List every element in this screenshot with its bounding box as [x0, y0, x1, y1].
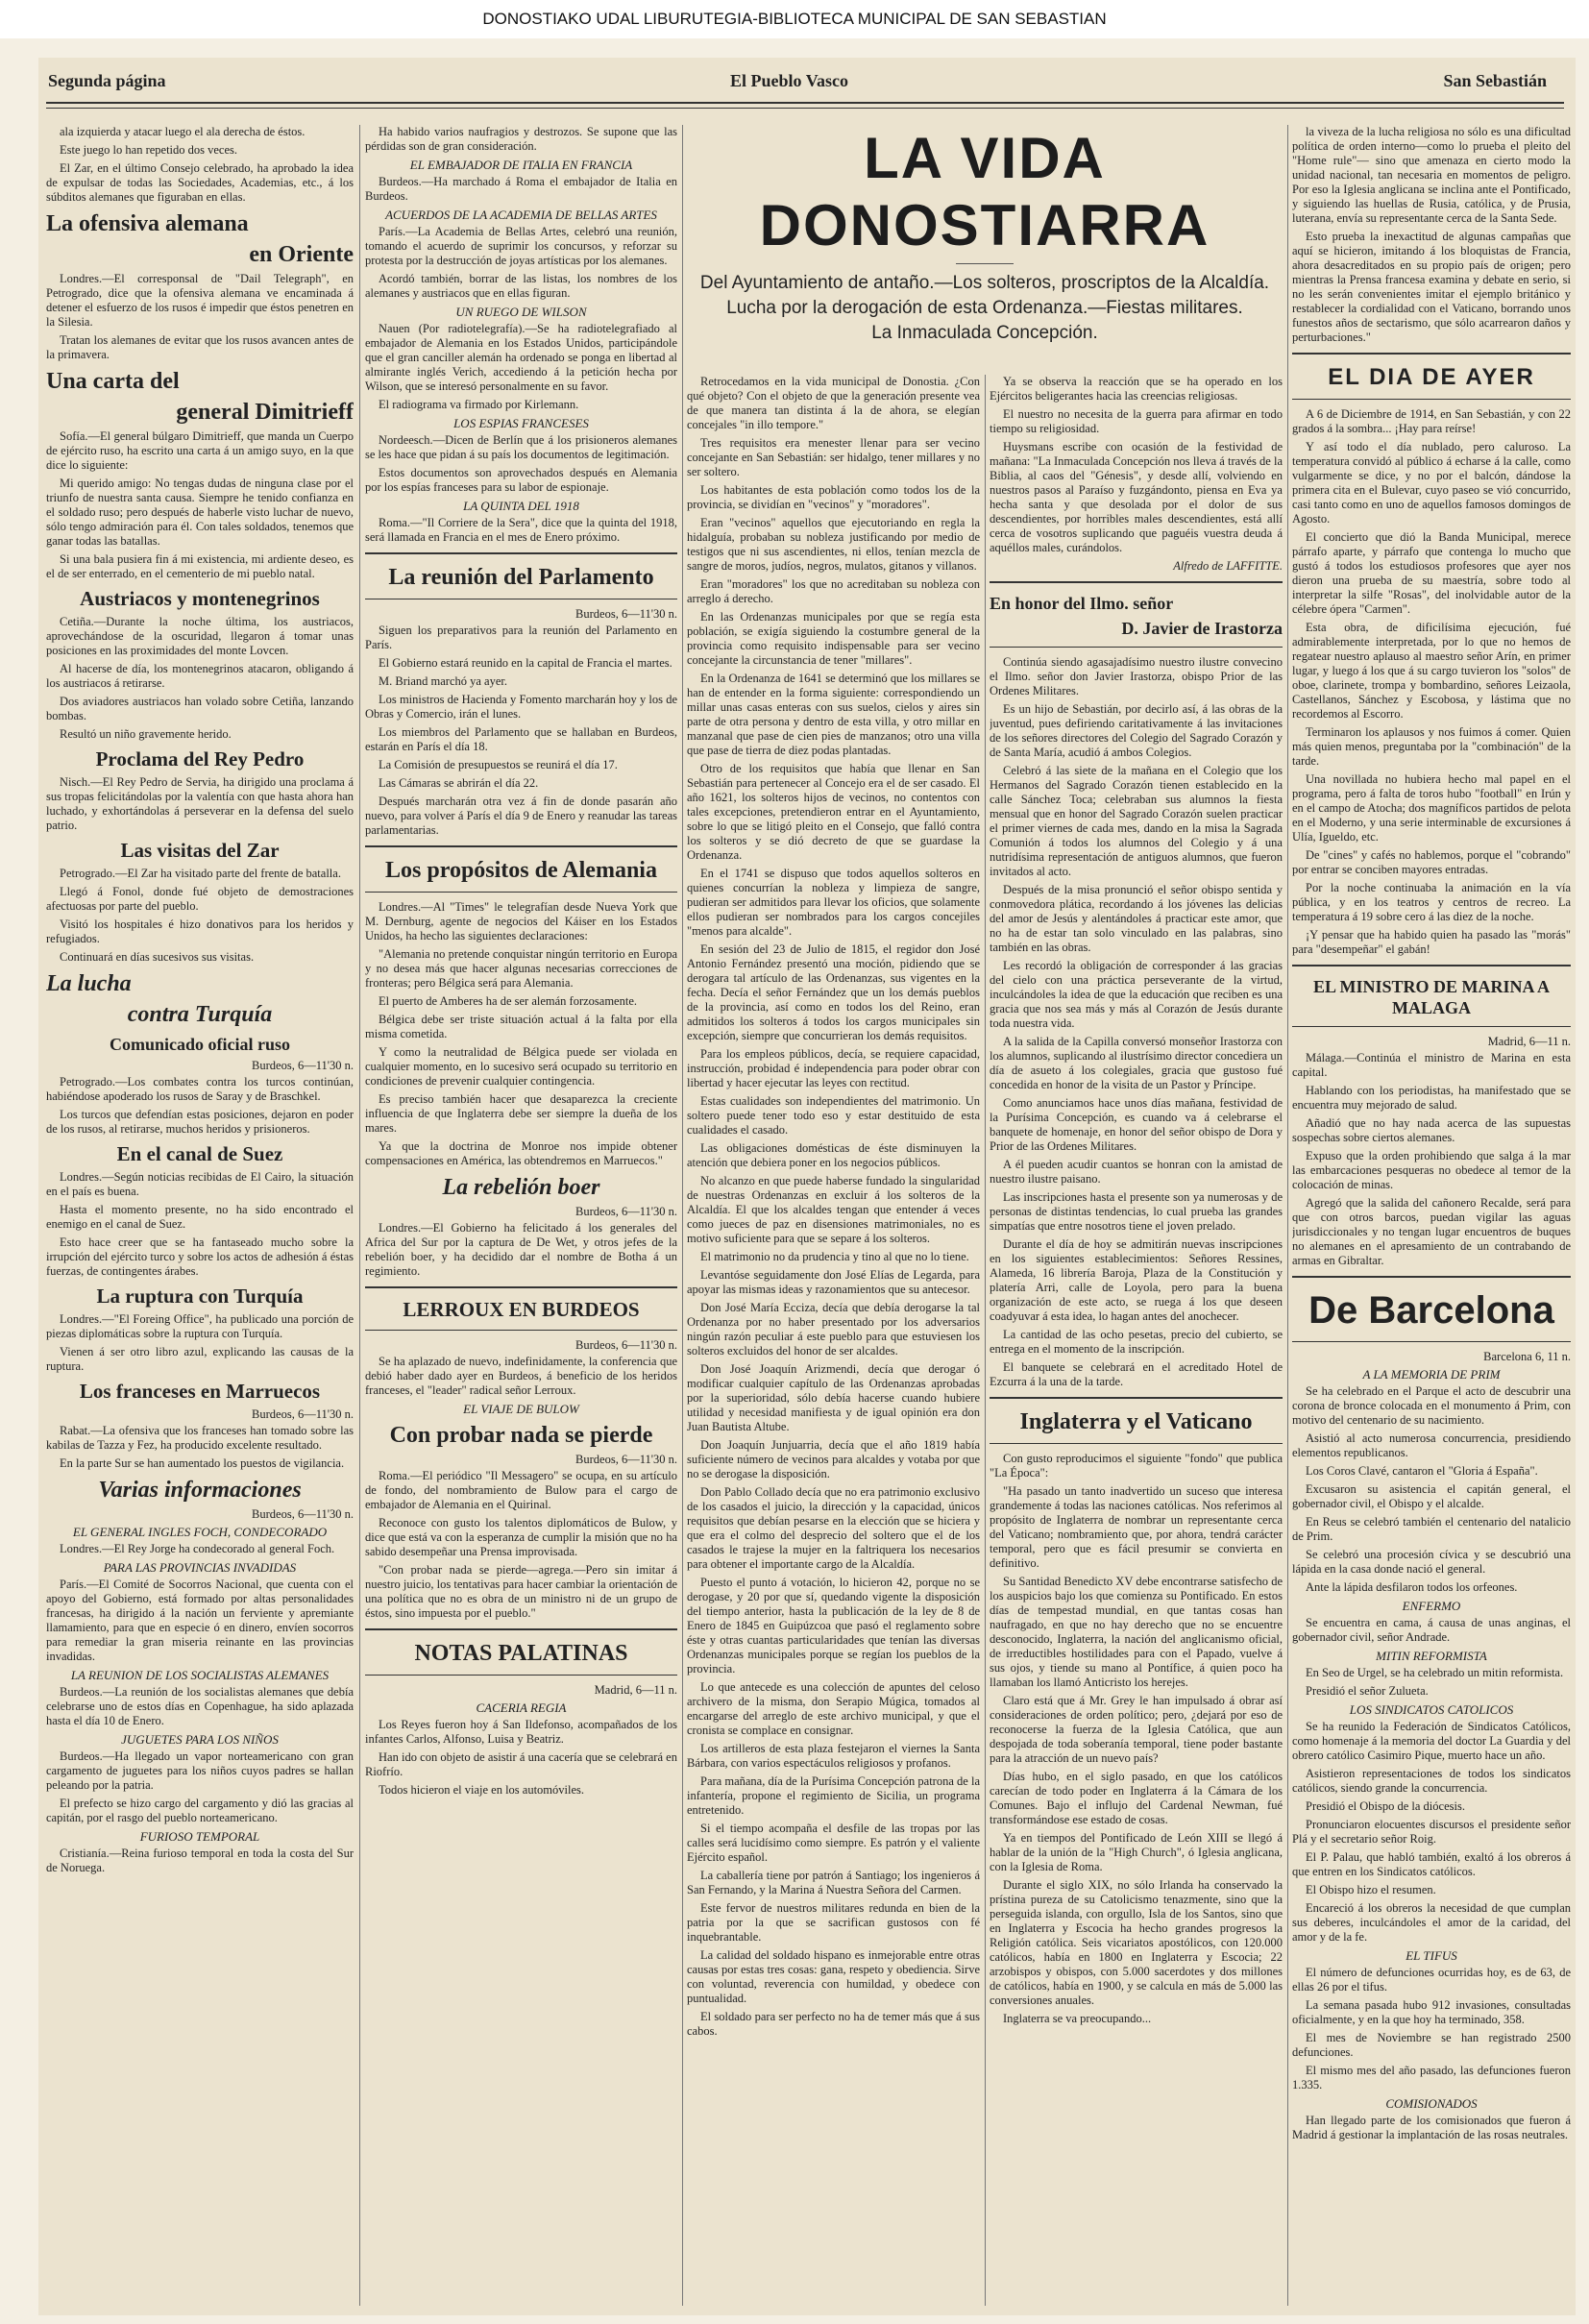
paragraph: Esto prueba la inexactitud de algunas campañas que aquí se hicieron, imitando á los bloquistas de Francia, ahora desacreditados en su propio país de origen; pero mientras la Prensa francesa examina y debate en serio, si no les serán convenientes imitar el ejemplo británico y restablecer la cordialidad con el Vaticano, borrando unos funestos años de sectarismo, que sólo acarrearon daños y perturbaciones." — [1292, 230, 1571, 344]
column-5 — [1292, 125, 1571, 2306]
paragraph: Presidió el señor Zulueta. — [1306, 1684, 1429, 1698]
subheading: ACUERDOS DE LA ACADEMIA DE BELLAS ARTES — [385, 208, 657, 222]
paragraph: Es un hijo de Sebastián, por decirlo así, á las obras de la juventud, pues defiriendo caritativamente á las invitaciones de los señores directores del Colegio del Sagrado Corazón y de Santa María, acudió á ambos Colegios. — [990, 702, 1283, 759]
paragraph: ala izquierda y atacar luego el ala derecha de éstos. — [60, 125, 306, 138]
headline: Austriacos y montenegrinos — [80, 587, 320, 610]
headline: Los propósitos de Alemania — [385, 858, 657, 883]
paragraph: Todos hicieron el viaje en los automóviles. — [379, 1783, 585, 1797]
feature-subtitle: La Inmaculada Concepción. — [871, 323, 1098, 343]
subheading: LA QUINTA DEL 1918 — [463, 499, 579, 513]
paragraph: "Con probar nada se pierde—agrega.—Pero sin imitar á nuestro juicio, los tentativas para hacer cambiar la orientación de una política que no es obra de un ministro ni de un grupo de éstos, sino impuesta por el pueblo." — [365, 1563, 677, 1620]
paragraph: "Alemania no pretende conquistar ningún territorio en Europa y no desea más que hacer algunas necesarias correcciones de fronteras; pero Bélgica será para Alemania. — [365, 947, 677, 990]
city-label: San Sebastián — [1443, 71, 1547, 90]
subheading: LOS SINDICATOS CATOLICOS — [1349, 1702, 1514, 1717]
dateline: Burdeos, 6—11'30 n. — [252, 1407, 354, 1421]
paragraph: En el 1741 se dispuso que todos aquellos solteros en quienes concurrían la nobleza y limpieza de sangre, pudieran ser admitidos para llevar los oficios, que solamente ellos pudieran ser nombrados para los cargos concejiles "menos para alcalde". — [687, 867, 980, 938]
headline: Con probar nada se pierde — [389, 1423, 653, 1448]
paragraph: Les recordó la obligación de corresponder á las gracias del cielo con una práctica perseverante de la virtud, inculcándoles la idea de que la educación que reciben es una gracia que nos sea más y más al Corazón de Jesús durante toda nuestra vida. — [990, 959, 1283, 1030]
paragraph: El soldado para ser perfecto no ha de temer más que á sus cabos. — [687, 2010, 980, 2038]
paragraph: El Zar, en el último Consejo celebrado, ha aprobado la idea de expulsar de todas las Sociedades, Academias, etc., á los súbditos alemanes que figuraban en ellas. — [46, 161, 354, 204]
feature-subtitle: Lucha por la derogación de esta Ordenanza.—Fiestas militares. — [726, 298, 1243, 318]
headline: EL DIA DE AYER — [1328, 364, 1535, 390]
paragraph: Las obligaciones domésticas de éste disminuyen la atención que debiera poner en los negocios públicos. — [687, 1141, 980, 1169]
paragraph: De "cines" y cafés no hablemos, porque el "cobrando" por entrar se conciben mayores entradas. — [1292, 848, 1571, 876]
paragraph: El nuestro no necesita de la guerra para afirmar en todo tiempo su religiosidad. — [990, 407, 1283, 435]
paragraph: Londres.—El corresponsal de "Dail Telegraph", en Petrogrado, dice que la ofensiva alemana ve encaminada á detener el esfuerzo de los rusos é impedir que éstos penetren en la Silesia. — [46, 272, 354, 329]
column-divider — [359, 125, 360, 2306]
paragraph: El puerto de Amberes ha de ser alemán forzosamente. — [379, 994, 637, 1008]
headline: La rebelión boer — [442, 1175, 600, 1200]
subheading: JUGUETES PARA LOS NIÑOS — [121, 1732, 279, 1747]
paragraph: Se encuentra en cama, á causa de unas anginas, el gobernador civil, señor Andrade. — [1292, 1616, 1571, 1644]
paragraph: Presidió el Obispo de la diócesis. — [1306, 1799, 1465, 1813]
paragraph: Burdeos.—Ha marchado á Roma el embajador de Italia en Burdeos. — [365, 175, 677, 203]
paragraph: Estas cualidades son independientes del matrimonio. Un soltero puede tener todo eso y estar destituido de esta cualidades el casado. — [687, 1094, 980, 1137]
paragraph: Después marcharán otra vez á fin de donde pasarán año nuevo, para volver á París el día 9 de Enero y reanudar las tareas parlamentarias. — [365, 795, 677, 837]
paragraph: Londres.—Según noticias recibidas de El Cairo, la situación en el país es buena. — [46, 1170, 354, 1198]
headline: Proclama del Rey Pedro — [95, 747, 305, 771]
paragraph: Acordó también, borrar de las listas, los nombres de los alemanes y austriacos que en ellas figuran. — [365, 272, 677, 300]
column-2 — [365, 125, 677, 2306]
byline: Alfredo de LAFFITTE. — [1173, 559, 1283, 573]
paragraph: Los ministros de Hacienda y Fomento marcharán hoy y los de Obras y Comercio, irán el lunes. — [365, 693, 677, 721]
paragraph: París.—La Academia de Bellas Artes, celebró una reunión, tomando el acuerdo de suprimir los concursos, y reforzar su protesta por la destrucción de joyas artísticas por los alemanes. — [365, 225, 677, 267]
paragraph: Y como la neutralidad de Bélgica puede ser violada en cualquier momento, en lo sucesivo será ocupado su territorio en condiciones de prevenir cualquier contingencia. — [365, 1045, 677, 1088]
paragraph: Tratan los alemanes de evitar que los rusos avancen antes de la primavera. — [46, 333, 354, 361]
dateline: Burdeos, 6—11'30 n. — [575, 607, 677, 621]
paragraph: Londres.—El Rey Jorge ha condecorado al general Foch. — [60, 1542, 335, 1555]
paragraph: Si una bala pusiera fin á mi existencia, mi ardiente deseo, es el de ser enterrado, en el cementerio de mi pueblo natal. — [46, 552, 354, 580]
paragraph: Pronunciaron elocuentes discursos el presidente señor Plá y el secretario señor Roig. — [1292, 1818, 1571, 1846]
paragraph: Don Pablo Collado decía que no era patrimonio exclusivo de los casados el juicio, la dirección y la capacidad, únicos requisitos que debían pesarse en la elección que se hiciera y que era el colmo del desprecio del soltero que el de los casados le trajese la mujer en la faltriquera los necesarios para obtener el importante cargo de la Alcaldía. — [687, 1485, 980, 1571]
paragraph: Eran "vecinos" aquellos que ejecutoriando en regla la hidalguía, probaban su nobleza justificando por medio de testigos que ni sus ascendientes, ni ellos, tenían mezcla de sangre de moros, judíos, negros, mulatos, gitanos y villanos. — [687, 516, 980, 573]
subheading: FURIOSO TEMPORAL — [139, 1829, 260, 1844]
page-label: Segunda página — [48, 71, 166, 90]
paragraph: Mi querido amigo: No tengas dudas de ninguna clase por el triunfo de nuestra santa causa. Siempre he tenido confianza en el soldado ruso; pero después de haberle visto luchar de nuevo, sólo tengo admiración para él. Con tales soldados, tenemos que ganar todas las batallas. — [46, 477, 354, 548]
paragraph: Como anunciamos hace unos días mañana, festividad de la Purísima Concepción, es cuando va á celebrarse el banquete de homenaje, en honor del señor obispo de Dora y Prior de las Ordenes Militares. — [990, 1096, 1283, 1153]
headline: general Dimitrieff — [176, 400, 354, 425]
paragraph: Los Coros Clavé, cantaron el "Gloria á España". — [1306, 1464, 1538, 1478]
headline: Inglaterra y el Vaticano — [1019, 1409, 1253, 1434]
paragraph: París.—El Comité de Socorros Nacional, que cuenta con el apoyo del Gobierno, está formado por altas personalidades francesas, ha dirigido á la nación un ferviente y apremiante llamamiento, para que en especie ó en dinero, envíen socorros para remediar la gran miseria reinante en las provincias invadidas. — [46, 1578, 354, 1663]
column-divider — [682, 125, 683, 2306]
ornament-rule — [956, 263, 1014, 264]
paragraph: Don José Joaquín Arizmendi, decía que derogar ó modificar cualquier capítulo de las Ordenanzas aprobadas por la superioridad, sólo debía hacerse cuando hubiere utilidad y necesidad manifiesta y de igual opinión era don Juan Bautista Altube. — [687, 1362, 980, 1433]
headline: LERROUX EN BURDEOS — [403, 1298, 640, 1321]
headline: EL MINISTRO DE MARINA A MALAGA — [1312, 977, 1551, 1017]
paragraph: Celebró á las siete de la mañana en el Colegio que los Hermanos del Sagrado Corazón tienen establecido en la calle Sánchez Toca; celebraban sus alumnos la fiesta mensual que en honor del Sagrado Corazón suelen practicar el primer viernes de cada mes, dando en la misa la Sagrada Comunión á todos los alumnos del Colegio y á una nutridísima representación de antiguos alumnos, que fueron invitados al acto. — [990, 764, 1283, 878]
paragraph: El Obispo hizo el resumen. — [1306, 1883, 1436, 1896]
paragraph: En sesión del 23 de Julio de 1815, el regidor don José Antonio Fernández presentó una moción, pidiendo que se derogara tal artículo de las Ordenanzas, sus vigentes en la fecha. Decía el señor Fernández que un los demás pueblos de la provincia, así como en todos los del Reino, eran admitidos los solteros á todos los cargos municipales sin excepción, siempre que concurrieran los demás requisitos. — [687, 942, 980, 1042]
paragraph: Don José María Ecciza, decía que debía derogarse la tal Ordenanza por no haber presentado por los adversarios ningún razón peculiar á este pueblo para que estuviesen los solteros excluidos del honor de ser alcaldes. — [687, 1301, 980, 1358]
dateline: Burdeos, 6—11'30 n. — [252, 1507, 354, 1521]
paragraph: La semana pasada hubo 912 invasiones, consultadas oficialmente, y en la que hoy ha terminado, 358. — [1292, 1998, 1571, 2026]
paragraph: Dos aviadores austriacos han volado sobre Cetiña, lanzando bombas. — [46, 695, 354, 722]
paragraph: Excusaron su asistencia el capitán general, el gobernador civil, el Obispo y el alcalde. — [1292, 1482, 1571, 1510]
headline: En honor del Ilmo. señor — [990, 594, 1174, 613]
dateline: Burdeos, 6—11'30 n. — [575, 1453, 677, 1466]
paragraph: Los miembros del Parlamento que se hallaban en Burdeos, estarán en París el día 18. — [365, 725, 677, 753]
headline: Una carta del — [46, 369, 180, 394]
paragraph: Esto hace creer que se ha fantaseado mucho sobre la irrupción del ejército turco y sobre los actos de adhesión á éstas fuerzas, de contingentes árabes. — [46, 1235, 354, 1278]
paragraph: El concierto que dió la Banda Municipal, merece párrafo aparte, y párrafo que contenga lo mucho que gustó á todos los estudiosos profesores que ayer nos dieron una prueba de su maestría, sobre todo al interpretar la silfe "Rosas", del inolvidable autor de la célebre ópera "Carmen". — [1292, 530, 1571, 616]
paragraph: Por la noche continuaba la animación en la vía pública, y en los teatros y centros de recreo. La temperatura á 19 sobre cero á las diez de la noche. — [1292, 881, 1571, 923]
dateline: Madrid, 6—11 n. — [1487, 1035, 1571, 1048]
paragraph: Al hacerse de día, los montenegrinos atacaron, obligando á los austriacos á retirarse. — [46, 662, 354, 690]
paragraph: El mismo mes del año pasado, las defunciones fueron 1.335. — [1292, 2064, 1571, 2092]
paragraph: Los habitantes de esta población como todos los de la provincia, se dividían en "vecinos" y "moradores". — [687, 483, 980, 511]
headline: Las visitas del Zar — [120, 839, 280, 862]
paragraph: Se ha reunido la Federación de Sindicatos Católicos, como homenaje á la memoria del doctor La Guardia y del obrero católico Casimiro Pique, muerto hace un año. — [1292, 1720, 1571, 1762]
paragraph: Nisch.—El Rey Pedro de Servia, ha dirigido una proclama á sus tropas felicitándolas por la valentía con que hasta ahora han luchado, y exhortándolas á perseverar en la defensa del suelo patrio. — [46, 775, 354, 832]
paragraph: Hablando con los periodistas, ha manifestado que se encuentra muy mejorado de salud. — [1292, 1084, 1571, 1112]
paragraph: A 6 de Diciembre de 1914, en San Sebastián, y con 22 grados á la sombra... ¡Hay para reírse! — [1292, 407, 1571, 435]
column-1 — [46, 125, 354, 2306]
paragraph: Añadió que no hay nada acerca de las supuestas sospechas sobre ciertos alemanes. — [1292, 1116, 1571, 1144]
headline: Los franceses en Marruecos — [79, 1380, 321, 1403]
paragraph: Vienen á ser otro libro azul, explicando las causas de la ruptura. — [46, 1345, 354, 1373]
paragraph: Expuso que la orden prohibiendo que salga á la mar las embarcaciones pesqueras no obedece al temor de la colocación de minas. — [1292, 1149, 1571, 1191]
paragraph: Estos documentos son aprovechados después en Alemania por los espías franceses para su labor de espionaje. — [365, 466, 677, 494]
headline: contra Turquía — [127, 1002, 273, 1027]
paragraph: Se ha aplazado de nuevo, indefinidamente, la conferencia que debió haber dado ayer en Burdeos, á beneficio de los heridos franceses, el "leader" radical señor Lerroux. — [365, 1355, 677, 1397]
paragraph: Cetiña.—Durante la noche última, los austriacos, aprovechándose de la oscuridad, llegaron á tomar unas posiciones en las proximidades del monte Lovcen. — [46, 615, 354, 657]
subheading: LOS ESPIAS FRANCESES — [453, 416, 589, 430]
column-3 — [687, 375, 980, 2306]
paragraph: Los turcos que defendían estas posiciones, dejaron en poder de los rusos, al retirarse, muchos heridos y prisioneros. — [46, 1108, 354, 1136]
paragraph: El banquete se celebrará en el acreditado Hotel de Ezcurra á la una de la tarde. — [990, 1360, 1283, 1388]
paragraph: Reconoce con gusto los talentos diplomáticos de Bulow, y dice que está va con la esperanza de cumplir la misión que no ha sabido desempeñar una Prensa improvisada. — [365, 1516, 677, 1558]
paragraph: Retrocedamos en la vida municipal de Donostia. ¿Con qué objeto? Con el objeto de que la generación presente vea de que manera tan distinta á la de ahora, se elegían concejales "in illo tempore." — [687, 375, 980, 431]
subheading: UN RUEGO DE WILSON — [455, 305, 587, 319]
paragraph: La Comisión de presupuestos se reunirá el día 17. — [379, 758, 618, 771]
dateline: Burdeos, 6—11'30 n. — [575, 1205, 677, 1218]
paragraph: Londres.—"El Foreing Office", ha publicado una porción de piezas diplomáticas sobre la ruptura con Turquía. — [46, 1312, 354, 1340]
newspaper-page — [38, 58, 1576, 2315]
head-rule — [46, 102, 1564, 104]
paragraph: Málaga.—Continúa el ministro de Marina en esta capital. — [1292, 1051, 1571, 1079]
paragraph: A la salida de la Capilla conversó monseñor Irastorza con los alumnos, suplicando al ilustrísimo director concediera un día de asueto á los colegiales, gracia que gustoso fué concedida en honor de la visita de un Pastor y Príncipe. — [990, 1035, 1283, 1091]
running-head — [38, 71, 1576, 100]
masthead-name: El Pueblo Vasco — [730, 71, 849, 90]
paragraph: Continúa siendo agasajadísimo nuestro ilustre convecino el Ilmo. señor don Javier Irastorza, obispo Prior de las Ordenes Militares. — [990, 655, 1283, 697]
paragraph: Don Joaquín Junjuarria, decía que el año 1819 había suficiente número de vecinos para alcaldes y votaba por que no se derogase la disposición. — [687, 1438, 980, 1480]
paragraph: Los Reyes fueron hoy á San Ildefonso, acompañados de los infantes Carlos, Alfonso, Luisa y Beatriz. — [365, 1718, 677, 1746]
paragraph: Claro está que á Mr. Grey le han impulsado á obrar así consideraciones de orden político; pero, ¿dejará por eso de reconocerse la fuerza de la Iglesia Católica, que aun despojada de toda soberanía temporal, tiene poder bastante para la atracción de un nuevo país? — [990, 1694, 1283, 1765]
paragraph: Eran "moradores" los que no acreditaban su nobleza con arreglo á derecho. — [687, 577, 980, 605]
subheading: MITIN REFORMISTA — [1376, 1649, 1487, 1663]
paragraph: Sofía.—El general búlgaro Dimitrieff, que manda un Cuerpo de ejército ruso, ha escrito una carta á un amigo suyo, en la que dice lo siguiente: — [46, 429, 354, 472]
paragraph: Bélgica debe ser triste situación actual á la falta por ella misma cometida. — [365, 1013, 677, 1040]
feature-subtitle: Del Ayuntamiento de antaño.—Los solteros, proscriptos de la Alcaldía. — [699, 273, 1270, 293]
paragraph: Terminaron los aplausos y nos fuimos á comer. Quien más quien menos, preguntaba por la "combinación" de la tarde. — [1292, 725, 1571, 768]
subheading: CACERIA REGIA — [476, 1700, 567, 1715]
paragraph: Su Santidad Benedicto XV debe encontrarse satisfecho de los auspicios bajo los que comienza su Pontificado. En estos días de tempestad mundial, en que tantas cosas han naufragado, en que no hay derecho que no se encuentre desconocido, Inglaterra, la nación del anglicanismo oficial, de irreductibles hostilidades para con el Papado, vuelve á sus ojos, y tiende su mano al Pontífice, á quien poco ha llamaban los llamó Anticristo los herejes. — [990, 1575, 1283, 1689]
paragraph: El radiograma va firmado por Kirlemann. — [379, 398, 579, 411]
dateline: Barcelona 6, 11 n. — [1483, 1350, 1571, 1363]
subheading: PARA LAS PROVINCIAS INVADIDAS — [103, 1560, 297, 1575]
paragraph: El matrimonio no da prudencia y tino al que no lo tiene. — [700, 1250, 969, 1263]
paragraph: El prefecto se hizo cargo del cargamento y dió las gracias al capitán, por el rasgo del pueblo norteamericano. — [46, 1797, 354, 1824]
paragraph: Con gusto reproducimos el siguiente "fondo" que publica "La Época": — [990, 1452, 1283, 1480]
paragraph: Han llegado parte de los comisionados que fueron á Madrid á gestionar la implantación de las rosas neutrales. — [1292, 2114, 1571, 2141]
head-rule-thin — [46, 108, 1564, 109]
paragraph: Días hubo, en el siglo pasado, en que los católicos carecían de todo poder en Inglaterra á la Cámara de los Comunes. Bajo el influjo del Cardenal Newman, fué transformándose ese estado de cosas. — [990, 1770, 1283, 1826]
paragraph: Petrogrado.—Los combates contra los turcos continúan, habiéndose apoderado los rusos de Saray y de Braschkel. — [46, 1075, 354, 1103]
column-4 — [990, 375, 1283, 2306]
headline: NOTAS PALATINAS — [414, 1641, 628, 1666]
paragraph: la viveza de la lucha religiosa no sólo es una dificultad política de orden interno—como lo prueba el pleito del "Home rule"— sino que amenaza en cierto modo la unidad nacional, tan necesaria en momentos de peligro. Por eso la Iglesia anglicana se inclina ante el Pontificado, y siguiendo las huellas de Rusia, católica, y de Prusia, luterana, envía su representante cerca de la Santa Sede. — [1292, 125, 1571, 225]
paragraph: En la parte Sur se han aumentado los puestos de vigilancia. — [60, 1456, 345, 1470]
paragraph: Las Cámaras se abrirán el día 22. — [379, 776, 539, 790]
paragraph: La cantidad de las ocho pesetas, precio del cubierto, se entrega en el momento de la inscripción. — [990, 1328, 1283, 1356]
paragraph: Inglaterra se va preocupando... — [1003, 2012, 1152, 2025]
paragraph: La calidad del soldado hispano es inmejorable entre otras causas por estas tres cosas: gana, respeto y obediencia. Sirve con voluntad, reverencia con humildad, y obedece con puntualidad. — [687, 1948, 980, 2005]
headline: La ofensiva alemana — [46, 211, 249, 236]
headline: Comunicado oficial ruso — [109, 1035, 290, 1054]
headline: La reunión del Parlamento — [388, 565, 654, 590]
headline: De Barcelona — [1308, 1289, 1554, 1332]
paragraph: Resultó un niño gravemente herido. — [60, 727, 232, 741]
paragraph: Y así todo el día nublado, pero caluroso. La temperatura convidó al público á echarse á la calle, como vulgarmente se dice, y no por el balcón, dándose la primera cita en el Bulevar, cuyo paseo se vió concurrido, casi tanto como en uno de aquellos famosos domingos de Agosto. — [1292, 440, 1571, 526]
subheading: ENFERMO — [1402, 1599, 1461, 1613]
subheading: EL VIAJE DE BULOW — [463, 1402, 579, 1416]
headline: La ruptura con Turquía — [96, 1284, 304, 1308]
paragraph: Si el tiempo acompaña el desfile de las tropas por las calles será lucidísimo como siempre. Es patrón y el valiente Ejército español. — [687, 1822, 980, 1864]
paragraph: Las inscripciones hasta el presente son ya numerosas y de personas de distintas tendencias, lo cual prueba las grandes simpatías que entre nosotros tiene el joven prelado. — [990, 1190, 1283, 1233]
subheading: LA REUNION DE LOS SOCIALISTAS ALEMANES — [70, 1668, 330, 1682]
paragraph: El Gobierno estará reunido en la capital de Francia el martes. — [379, 656, 672, 670]
paragraph: Siguen los preparativos para la reunión del Parlamento en París. — [365, 624, 677, 651]
dateline: Madrid, 6—11 n. — [594, 1683, 677, 1697]
subheading: EL EMBAJADOR DE ITALIA EN FRANCIA — [409, 158, 633, 172]
paragraph: Puesto el punto á votación, lo hicieron 42, porque no se derogase, y 20 por que sí, quedando vigente la disposición del tiempo anterior, hasta la publicación de la ley de 8 de Enero de 1845 en Guipúzcoa que pasó el reglamento sobre éste y otras cuantas particularidades que tenían las diversas Ordenanzas municipales porque se regían los pueblos de la provincia. — [687, 1576, 980, 1676]
headline: La lucha — [46, 971, 132, 996]
paragraph: Tres requisitos era menester llenar para ser vecino concejante en San Sebastián: ser hidalgo, tener millares y no ser soltero. — [687, 436, 980, 478]
feature-title: LA VIDA DONOSTIARRA — [759, 126, 1210, 257]
subheading: COMISIONADOS — [1385, 2096, 1478, 2111]
dateline: Burdeos, 6—11'30 n. — [575, 1338, 677, 1352]
paragraph: M. Briand marchó ya ayer. — [379, 674, 507, 688]
headline: D. Javier de Irastorza — [1121, 619, 1283, 638]
feature-header — [687, 125, 1283, 347]
paragraph: Burdeos.—Ha llegado un vapor norteamericano con gran cargamento de juguetes para los niños cuyos padres se hallan peleando por la patria. — [46, 1749, 354, 1792]
paragraph: Ya se observa la reacción que se ha operado en los Ejércitos beligerantes hacia las creencias religiosas. — [990, 375, 1283, 403]
paragraph: No alcanzo en que puede haberse fundado la singularidad de nuestras Ordenanzas en excluir á los solteros de la Alcaldía. El que los alcaldes tengan que entender á veces como jueces de paz en disensiones matrimoniales, no es motivo suficiente para que se separe á los solteros. — [687, 1174, 980, 1245]
paragraph: El P. Palau, que habló también, exaltó á los obreros á que entren en los Sindicatos católicos. — [1292, 1850, 1571, 1878]
paragraph: Roma.—El periódico "Il Messagero" se ocupa, en su artículo de fondo, del nombramiento de Bulow para el cargo de embajador de Alemania en el Quirinal. — [365, 1469, 677, 1511]
dateline: Burdeos, 6—11'30 n. — [252, 1059, 354, 1072]
paragraph: Continuará en días sucesivos sus visitas. — [60, 950, 255, 964]
paragraph: Se celebró una procesión cívica y se descubrió una lápida en la casa donde nació el general. — [1292, 1548, 1571, 1576]
paragraph: "Ha pasado un tanto inadvertido un suceso que interesa grandemente á todas las naciones católicas. Nos referimos al propósito de Inglaterra de nombrar un representante cerca del Vaticano; nombramiento que, por ahora, tendrá carácter temporal, pero que es fácil presumir se convierta en definitivo. — [990, 1484, 1283, 1570]
paragraph: Ya que la doctrina de Monroe nos impide obtener compensaciones en América, las obtendremos en Marruecos." — [365, 1139, 677, 1167]
paragraph: Ante la lápida desfilaron todos los orfeones. — [1306, 1580, 1518, 1594]
paragraph: En las Ordenanzas municipales por que se regía esta población, se exigía siguiendo la costumbre general de la provincia como requisito indispensable para ser vecino concejante la circunstancia de tener "millares". — [687, 610, 980, 667]
paragraph: Para mañana, día de la Purísima Concepción patrona de la infantería, propone el regimiento de Sicilia, un programa entretenido. — [687, 1774, 980, 1817]
paragraph: Esta obra, de dificilísima ejecución, fué admirablemente interpretada, por lo que no hemos de regatear nuestro aplauso al maestro señor Arín, en primer lugar, y luego á los que á su cargo tuvieron los "solos" de oboe, clarinete, trompa y bombardino, señores Leizaola, Castellanos, Sánchez y Escobosa, y lástima que no recordemos al Escorro. — [1292, 621, 1571, 721]
paragraph: Asistieron representaciones de todos los sindicatos católicos, siendo grande la concurrencia. — [1292, 1767, 1571, 1795]
paragraph: Los artilleros de esta plaza festejaron el viernes la Santa Bárbara, con varios espectáculos religiosos y profanos. — [687, 1742, 980, 1770]
paragraph: El mes de Noviembre se han registrado 2500 defunciones. — [1292, 2031, 1571, 2059]
paragraph: Huysmans escribe con ocasión de la festividad de mañana: "La Inmaculada Concepción nos lleva á través de la Biblia, al caos del "Génesis", y desde allí, volviendo en nuestros pasos al Paraíso y fuzgándonto, piensa en Eva ya hecha santa y que desolada por el dolor de sus descendientes, por horribles males descendientes, está allí cerca de vosotros suplicando que paguéis vuestra deuda á aquéllos males, curándolos. — [990, 440, 1283, 554]
headline: Varias informaciones — [98, 1478, 302, 1503]
paragraph: El número de defunciones ocurridas hoy, es de 63, de ellas 26 por el tifus. — [1292, 1966, 1571, 1994]
paragraph: Este fervor de nuestros militares redunda en bien de la patria por la que se sacrifican gustosos con fé inquebrantable. — [687, 1901, 980, 1944]
headline: en Oriente — [249, 242, 354, 267]
paragraph: A él pueden acudir cuantos se honran con la amistad de nuestro ilustre paisano. — [990, 1158, 1283, 1186]
paragraph: Agregó que la salida del cañonero Recalde, será para que con otros barcos, puedan vigilar las aguas jurisdiccionales y no tengan lugar encuentros de buques no alemanes en el apresamiento de un contrabando de armas en Gibraltar. — [1292, 1196, 1571, 1267]
paragraph: Para los empleos públicos, decía, se requiere capacidad, instrucción, probidad é independencia para poder obrar con libertad y hacer ejecutar las leyes con rectitud. — [687, 1047, 980, 1089]
archive-banner: DONOSTIAKO UDAL LIBURUTEGIA-BIBLIOTECA MUNICIPAL DE SAN SEBASTIAN — [0, 0, 1589, 38]
paragraph: Es preciso también hacer que desaparezca la creciente influencia de que Inglaterra debe ser siempre la dueña de los mares. — [365, 1092, 677, 1135]
paragraph: Asistió al acto numerosa concurrencia, presidiendo elementos republicanos. — [1292, 1431, 1571, 1459]
paragraph: Después de la misa pronunció el señor obispo sentida y conmovedora plática, recordando á los jóvenes las delicias del amor de Jesús y alentándoles á practicar este amor, que no ha de estar tan solo vinculado en las palabras, sino también en las obras. — [990, 883, 1283, 954]
paragraph: Lo que antecede es una colección de apuntes del celoso archivero de la misma, don Serapio Múgica, tomados al encargarse del arreglo de este archivo municipal, y que el cronista se complace en consignar. — [687, 1680, 980, 1737]
paragraph: Londres.—Al "Times" le telegrafían desde Nueva York que M. Dernburg, agente de negocios del Káiser en los Estados Unidos, ha hecho las siguientes declaraciones: — [365, 900, 677, 942]
paragraph: Nauen (Por radiotelegrafía).—Se ha radiotelegrafiado al embajador de Alemania en los Estados Unidos, participándole que el gran canciller alemán ha ordenado se ponga en libertad al almirante inglés Verich, accediendo á la petición hecha por Wilson, que se interesó personalmente en su favor. — [365, 322, 677, 393]
subheading: A LA MEMORIA DE PRIM — [1362, 1367, 1501, 1382]
paragraph: Nordeesch.—Dicen de Berlín que á los prisioneros alemanes se les hace que pidan á su país los documentos de legitimación. — [365, 433, 677, 461]
paragraph: Una novillada no hubiera hecho mal papel en el programa, pero á falta de toros hubo "football" en Irún y en el campo de Atocha; dos magníficos partidos de pelota en el Moderno, y una serie interminable de excursiones á Ulía, Igueldo, etc. — [1292, 772, 1571, 844]
column-divider — [1287, 125, 1288, 2306]
paragraph: La caballería tiene por patrón á Santiago; los ingenieros á San Fernando, y la Marina á Nuestra Señora del Carmen. — [687, 1869, 980, 1896]
paragraph: En la Ordenanza de 1641 se determinó que los millares se han de entender en la forma siguiente: correspondiendo un millar unas casas enteras con sus suelos, cielos y aires sin parte de otra persona y dentro de esta villa, y otro millar en manzanal que pase de cien pies de manzanos; otro una villa que pase de tierra de diez podas plantadas. — [687, 672, 980, 757]
paragraph: Ya en tiempos del Pontificado de León XIII se llegó á hablar de la unión de la "High Church", ó Iglesia anglicana, con la Iglesia de Roma. — [990, 1831, 1283, 1873]
paragraph: Hasta el momento presente, no ha sido encontrado el enemigo en el canal de Suez. — [46, 1203, 354, 1231]
paragraph: Este juego lo han repetido dos veces. — [60, 143, 238, 157]
paragraph: Otro de los requisitos que había que llenar en San Sebastián para pertenecer al Concejo era el de ser casado. El año 1621, los solteros hijos de vecinos, no contentos con tales excepciones, pretendieron entrar en el Ayuntamiento, sobre lo que se litigó pleito en el Consejo, que falló contra los solteros y se dió decreto de que se guardase la Ordenanza. — [687, 762, 980, 862]
paragraph: En Reus se celebró también el centenario del natalicio de Prim. — [1292, 1515, 1571, 1543]
paragraph: Visitó los hospitales é hizo donativos para los heridos y refugiados. — [46, 917, 354, 945]
paragraph: Cristianía.—Reina furioso temporal en toda la costa del Sur de Noruega. — [46, 1847, 354, 1874]
paragraph: Roma.—"Il Corriere de la Sera", dice que la quinta del 1918, será llamada en Francia en el mes de Enero próximo. — [365, 516, 677, 544]
paragraph: Se ha celebrado en el Parque el acto de descubrir una corona de bronce colocada en el monumento á Prim, con motivo del centenario de su nacimiento. — [1292, 1384, 1571, 1427]
paragraph: ¡Y pensar que ha habido quien ha pasado las "morás" para "desempeñar" el gabán! — [1292, 928, 1571, 956]
paragraph: Burdeos.—La reunión de los socialistas alemanes que debía celebrarse uno de estos días en Copenhague, ha sido aplazada hasta el día 10 de Enero. — [46, 1685, 354, 1727]
subheading: EL GENERAL INGLES FOCH, CONDECORADO — [72, 1525, 328, 1539]
paragraph: Encareció á los obreros la necesidad de que cumplan sus deberes, inculcándoles el amor de la caridad, del amor y de la fe. — [1292, 1901, 1571, 1944]
paragraph: Rabat.—La ofensiva que los franceses han tomado sobre las kabilas de Tazza y Fez, ha producido excelente resultado. — [46, 1424, 354, 1452]
paragraph: Levantóse seguidamente don José Elías de Legarda, para apoyar las mismas ideas y razonamientos que su antecesor. — [687, 1268, 980, 1296]
paragraph: Durante el día de hoy se admitirán nuevas inscripciones en los siguientes establecimientos: Señores Ressines, Alameda, 16 librería Baroja, Plaza de la Constitución y platería Arri, calle de Loyola, pero para la buena organización de este acto, se ruega á los que deseen coadyuvar á esta idea, lo hagan antes del anochecer. — [990, 1237, 1283, 1323]
subheading: EL TIFUS — [1406, 1948, 1457, 1963]
headline: En el canal de Suez — [116, 1142, 283, 1165]
column-divider — [985, 375, 986, 2306]
paragraph: Durante el siglo XIX, no sólo Irlanda ha conservado la prístina pureza de su Catolicismo tenazmente, sino que la perseguida islanda, con orgullo, Isla de los Santos, sino que en Inglaterra y Escocia ha hecho grandes progresos la Religión católica. Seis vicariatos apostólicos, con 120.000 católicos, había en 1800 en Inglaterra y Escocia; 22 arzobispos y obispos, con 5.000 sacerdotes y dos millones de católicos, había en 1900, y se calcula en más de 5.000 las conversiones anuales. — [990, 1878, 1283, 2007]
paragraph: En Seo de Urgel, se ha celebrado un mitin reformista. — [1306, 1666, 1564, 1679]
paragraph: Petrogrado.—El Zar ha visitado parte del frente de batalla. — [60, 867, 341, 880]
paragraph: Ha habido varios naufragios y destrozos. Se supone que las pérdidas son de gran consideración. — [365, 125, 677, 153]
paragraph: Londres.—El Gobierno ha felicitado á los generales del Africa del Sur por la captura de De Wet, y otros jefes de la rebelión boer, y ha decidido dar el nombre de Botha á un regimiento. — [365, 1221, 677, 1278]
paragraph: Llegó á Fonol, donde fué objeto de demostraciones afectuosas por parte del pueblo. — [46, 885, 354, 913]
paragraph: Han ido con objeto de asistir á una cacería que se celebrará en Riofrío. — [365, 1750, 677, 1778]
